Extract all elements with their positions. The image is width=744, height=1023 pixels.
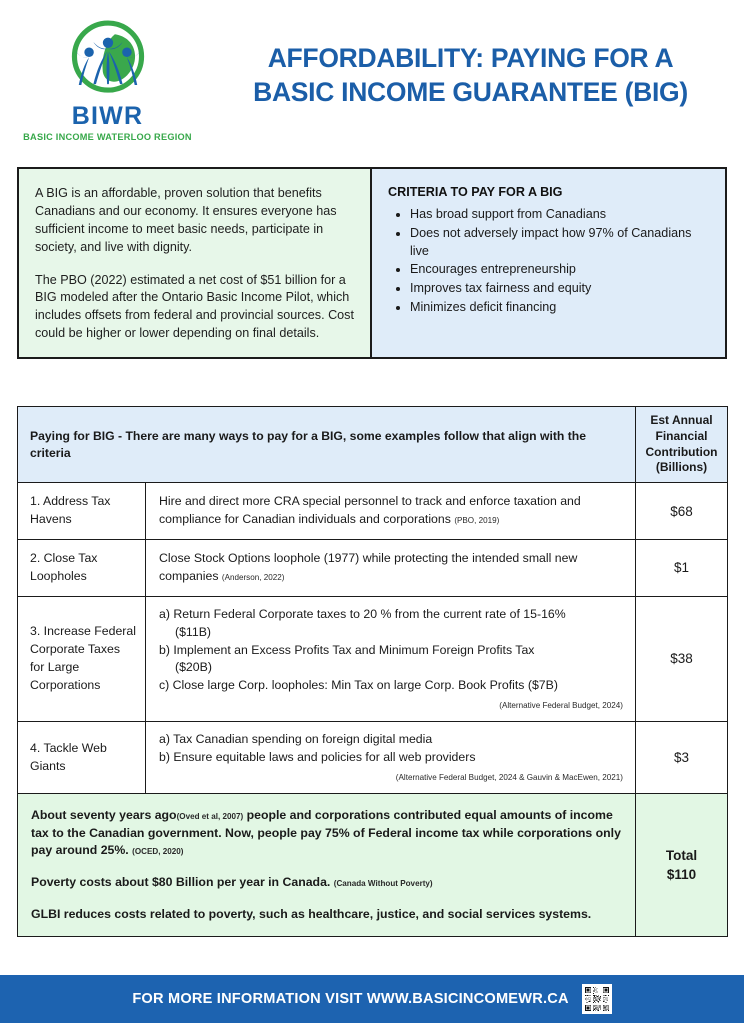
summary-p1-citation-2: (OCED, 2020) <box>132 847 184 857</box>
criteria-list <box>388 206 711 317</box>
logo-tagline: BASIC INCOME WATERLOO REGION <box>23 131 192 142</box>
summary-paragraph-3: GLBI reduces costs related to poverty, such as healthcare, justice, and social services systems. <box>31 906 592 921</box>
page-title-line2: BASIC INCOME GUARANTEE (BIG) <box>253 77 688 107</box>
summary-paragraph-1 <box>31 807 623 860</box>
paying-for-big-table <box>17 406 727 937</box>
row-amount: $38 <box>636 596 728 722</box>
summary-total <box>636 793 728 937</box>
table-row <box>18 483 728 540</box>
row-amount: $3 <box>636 722 728 794</box>
biwr-people-leaf-logo-icon <box>65 17 151 103</box>
amount-header-line1: Est Annual <box>650 413 713 427</box>
footer-banner <box>0 975 744 1023</box>
page-title <box>215 42 744 110</box>
row-desc-line: b) Implement an Excess Profits Tax and Minimum Foreign Profits Tax <box>159 642 535 657</box>
amount-header-line4: (Billions) <box>655 460 708 475</box>
total-label: Total <box>665 848 698 864</box>
list-item: • Does not adversely impact how 97% of Canadians live <box>410 225 711 261</box>
table-header-amount <box>636 407 728 483</box>
row-desc-line: c) Close large Corp. loopholes: Min Tax on large Corp. Book Profits ($7B) <box>159 678 558 693</box>
list-item: • Minimizes deficit financing <box>410 299 711 317</box>
row-desc-line: b) Ensure equitable laws and policies for all web providers <box>159 750 476 765</box>
amount-header-line2: Financial <box>655 428 708 443</box>
summary-p2-a: Poverty costs about $80 Billion per year in Canada. <box>31 875 331 890</box>
logo-wordmark: BIWR <box>71 101 144 130</box>
table-row <box>18 539 728 596</box>
row-desc-line: Hire and direct more CRA special personnel to track and enforce taxation and compliance for Canadian individuals and corporations <box>159 494 581 527</box>
table-header-row <box>18 407 728 483</box>
qr-code-icon[interactable] <box>582 984 612 1014</box>
page-header <box>0 0 744 152</box>
total-value: $110 <box>666 867 697 883</box>
row-desc-line: Close Stock Options loophole (1977) while protecting the intended small new companies <box>159 550 578 583</box>
row-citation: (Alternative Federal Budget, 2024 & Gauvin & MacEwen, 2021) <box>395 773 623 783</box>
table-header-main: Paying for BIG - There are many ways to pay for a BIG, some examples follow that align with the criteria <box>18 407 636 483</box>
row-desc-line: ($20B) <box>175 660 212 675</box>
table-summary-row <box>18 793 728 937</box>
about-paragraph-2: The PBO (2022) estimated a net cost of $51 billion for a BIG modeled after the Ontario Basic Income Pilot, which includes offsets from federal and provincial sources. Cost could be higher or lower depending on final details. <box>35 272 354 341</box>
about-big-panel <box>17 167 372 359</box>
row-description <box>146 483 636 540</box>
criteria-panel <box>372 167 727 359</box>
row-amount: $1 <box>636 539 728 596</box>
row-citation: (Alternative Federal Budget, 2024) <box>499 701 623 711</box>
row-desc-line: a) Tax Canadian spending on foreign digital media <box>159 732 433 747</box>
criteria-title: CRITERIA TO PAY FOR A BIG <box>388 185 563 199</box>
row-description <box>146 722 636 794</box>
list-item: • Encourages entrepreneurship <box>410 261 711 279</box>
summary-p1-a: About seventy years ago <box>31 807 177 822</box>
page-title-line1: AFFORDABILITY: PAYING FOR A <box>267 43 674 74</box>
summary-p1-citation-1: (Oved et al, 2007) <box>176 811 244 821</box>
row-citation: (PBO, 2019) <box>454 516 500 526</box>
row-label: 2. Close Tax Loopholes <box>18 539 146 596</box>
row-label: 4. Tackle Web Giants <box>18 722 146 794</box>
summary-p2-citation: (Canada Without Poverty) <box>333 879 433 889</box>
row-description <box>146 539 636 596</box>
row-description <box>146 596 636 722</box>
summary-p1-b: people and corporations contributed equal amounts of income tax to the Canadian government. Now, people pay 75% of Federal income tax while corporations only pay around 25%. <box>31 807 621 858</box>
summary-text <box>18 793 636 937</box>
about-paragraph-1: A BIG is an affordable, proven solution that benefits Canadians and our economy. It ensures everyone has sufficient income to meet basic needs, participate in society, and live with dignity. <box>35 186 337 254</box>
row-citation: (Anderson, 2022) <box>221 572 285 582</box>
list-item: • Has broad support from Canadians <box>410 206 711 224</box>
row-desc-line: ($11B) <box>175 624 211 639</box>
intro-panels <box>17 167 727 359</box>
biwr-logo <box>0 11 215 142</box>
amount-header-line3: Contribution <box>645 444 718 459</box>
row-desc-line: a) Return Federal Corporate taxes to 20 % from the current rate of 15-16% <box>159 606 566 621</box>
table-row <box>18 596 728 722</box>
row-label: 1. Address Tax Havens <box>18 483 146 540</box>
list-item: • Improves tax fairness and equity <box>410 280 711 298</box>
table-row <box>18 722 728 794</box>
footer-text: FOR MORE INFORMATION VISIT WWW.BASICINCOMEWR.CA <box>132 991 569 1007</box>
summary-paragraph-2 <box>31 874 623 892</box>
row-label: 3. Increase Federal Corporate Taxes for Large Corporations <box>18 596 146 722</box>
row-amount: $68 <box>636 483 728 540</box>
